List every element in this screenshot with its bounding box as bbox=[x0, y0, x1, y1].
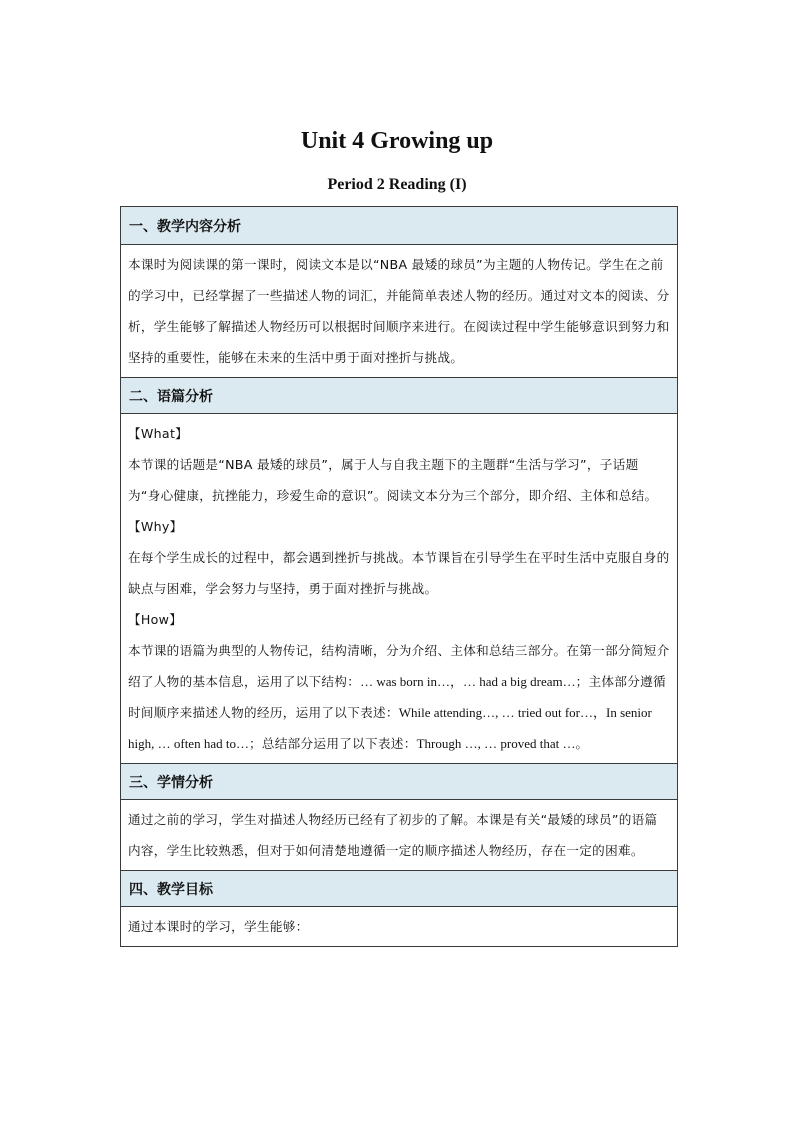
why-label: 【Why】 bbox=[128, 519, 183, 534]
how-paragraph bbox=[128, 635, 670, 759]
lesson-plan-table bbox=[120, 206, 678, 947]
document-title: Unit 4 Growing up bbox=[300, 128, 494, 154]
document-subtitle: Period 2 Reading (I) bbox=[327, 176, 467, 193]
how-text-1: 本节课的语篇为典型的人物传记，结构清晰，分为介绍、主体和总结三部分。在第一部分简短介绍了人物的基本信息，运用了以下结构： bbox=[128, 643, 670, 689]
what-label: 【What】 bbox=[128, 426, 189, 441]
section-heading-content-analysis: 一、教学内容分析 bbox=[121, 207, 677, 245]
paragraph: 通过本课时的学习，学生能够： bbox=[128, 919, 309, 934]
section-body-learner-analysis bbox=[121, 800, 677, 871]
how-phrase-2: While attending…, … tried out for…，In senior high, … often had to… bbox=[128, 705, 652, 751]
how-text-4: 。 bbox=[575, 736, 589, 751]
paragraph: 通过之前的学习，学生对描述人物经历已经有了初步的了解。本课是有关“最矮的球员”的语篇内容，学生比较熟悉，但对于如何清楚地遵循一定的顺序描述人物经历，存在一定的困难。 bbox=[128, 812, 658, 858]
how-phrase-3: Through …, … proved that … bbox=[416, 736, 576, 751]
section-heading-discourse-analysis: 二、语篇分析 bbox=[121, 378, 677, 414]
what-paragraph: 本节课的话题是“NBA 最矮的球员”，属于人与自我主题下的主题群“生活与学习”，子话题为“身心健康，抗挫能力，珍爱生命的意识”。阅读文本分为三个部分，即介绍、主体和总结。 bbox=[128, 457, 658, 503]
section-body-content-analysis bbox=[121, 245, 677, 378]
section-body-teaching-objectives bbox=[121, 907, 677, 946]
how-text-2: ；主体部分遵循时间顺序来描述人物的经历，运用了以下表述： bbox=[128, 674, 666, 720]
section-heading-learner-analysis: 三、学情分析 bbox=[121, 764, 677, 800]
how-label: 【How】 bbox=[128, 612, 183, 627]
why-paragraph: 在每个学生成长的过程中，都会遇到挫折与挑战。本节课旨在引导学生在平时生活中克服自身的缺点与困难，学会努力与坚持，勇于面对挫折与挑战。 bbox=[128, 550, 670, 596]
section-body-discourse-analysis bbox=[121, 414, 677, 764]
how-phrase-1: … was born in…，… had a big dream… bbox=[360, 674, 576, 689]
section-heading-teaching-objectives: 四、教学目标 bbox=[121, 871, 677, 907]
how-text-3: ；总结部分运用了以下表述： bbox=[248, 736, 417, 751]
paragraph: 本课时为阅读课的第一课时，阅读文本是以“NBA 最矮的球员”为主题的人物传记。学生在之前的学习中，已经掌握了一些描述人物的词汇，并能简单表述人物的经历。通过对文本的阅读、分析，学生能够了解描述人物经历可以根据时间顺序来进行。在阅读过程中学生能够意识到努力和坚持的重要性，能够在未来的生活中勇于面对挫折与挑战。 bbox=[128, 257, 670, 365]
